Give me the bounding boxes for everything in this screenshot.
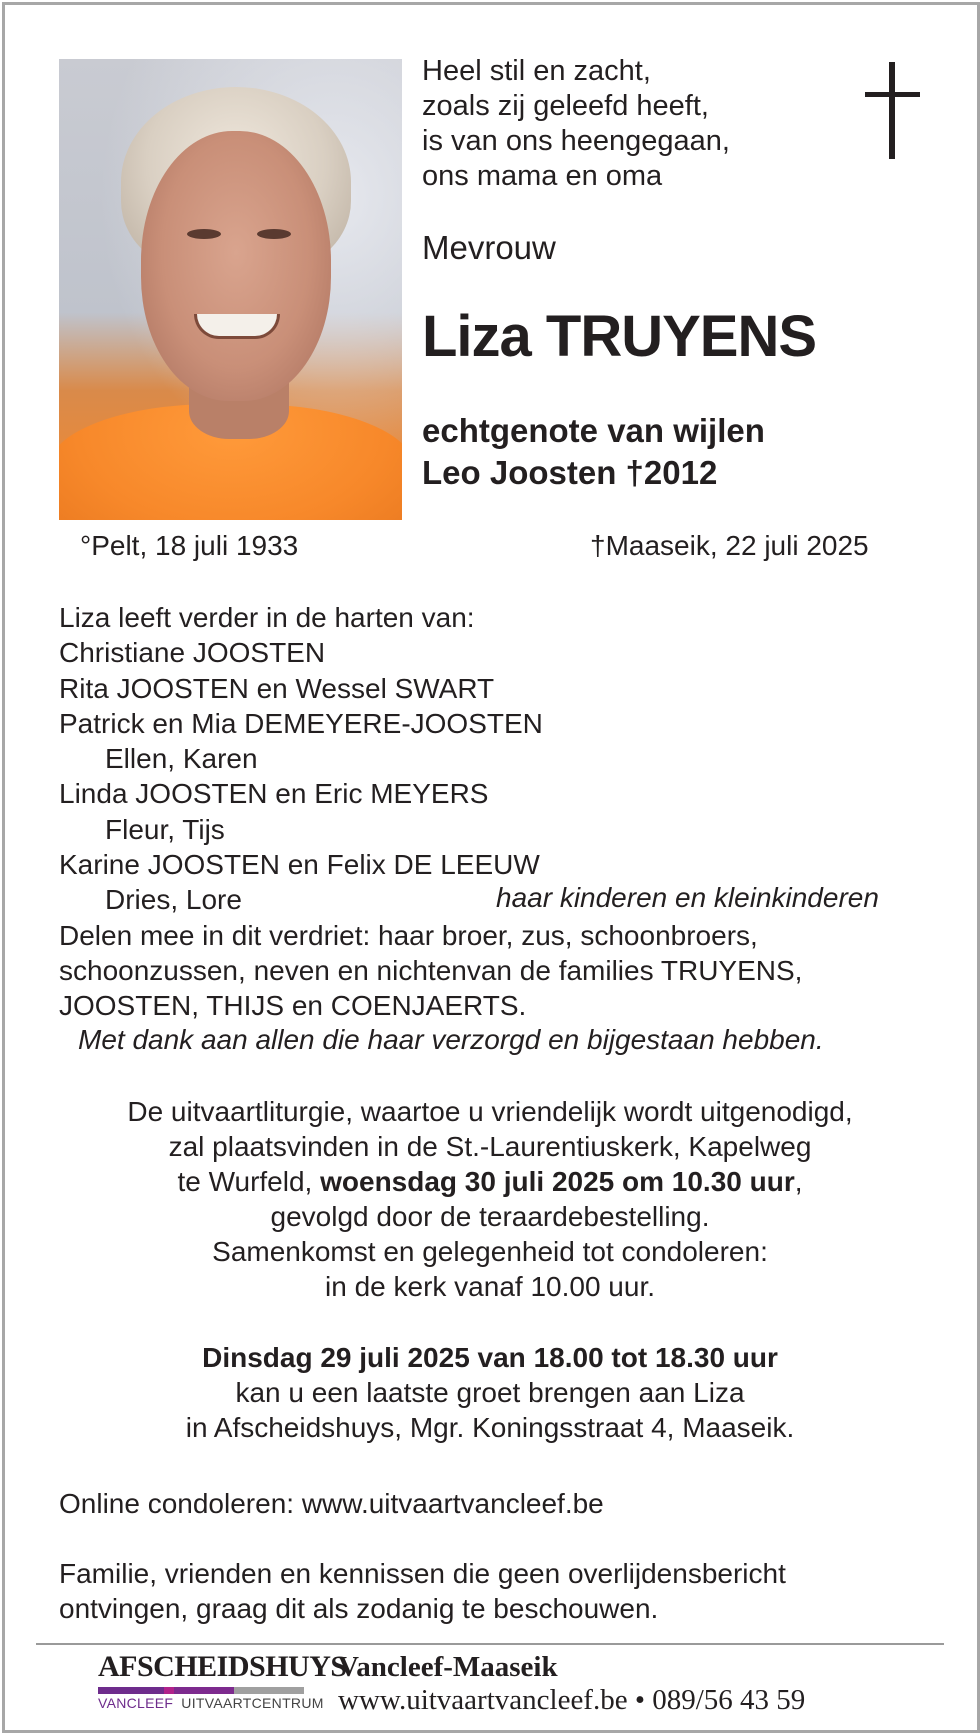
death-info: †Maaseik, 22 juli 2025 (590, 530, 869, 561)
family-list: Liza leeft verder in de harten van: Christiane JOOSTEN Rita JOOSTEN en Wessel SWART Patrick en Mia DEMEYERE-JOOSTEN Ellen, Karen Linda JOOSTEN en Eric MEYERS Fleur, Tijs Karine JOOSTEN en Felix DE LEEUW Dries, Lore Delen mee in dit verdriet: haar broer, zus, schoonbroers, schoonzussen, neven en nichtenvan de families TRUYENS, JOOSTEN, THIJS en COENJAERTS. (59, 602, 803, 1022)
thanks-line: Met dank aan allen die haar verzorgd en bijgestaan hebben. (78, 1024, 824, 1055)
deceased-name: Liza TRUYENS (422, 304, 817, 369)
logo-bar-seg (174, 1687, 234, 1694)
birth-info: °Pelt, 18 juli 1933 (80, 530, 299, 561)
divider (36, 1643, 944, 1645)
logo-bar-seg (98, 1687, 164, 1694)
visit-info: Dinsdag 29 juli 2025 van 18.00 tot 18.30 uur kan u een laatste groet brengen aan Liza in Afscheidshuys, Mgr. Koningsstraat 4, Maaseik. (185, 1342, 795, 1443)
online-condolence: Online condoleren: www.uitvaartvancleef.be (59, 1488, 604, 1519)
poem: Heel stil en zacht, zoals zij geleefd heeft, is van ons heengegaan, ons mama en oma (422, 55, 730, 192)
spouse-info: echtgenote van wijlen Leo Joosten †2012 (422, 412, 765, 491)
title-prefix: Mevrouw (422, 229, 556, 266)
logo-bar-seg (234, 1687, 304, 1694)
firm-name: Vancleef-Maaseik (338, 1651, 558, 1683)
liturgy-info: De uitvaartliturgie, waartoe u vriendelijk wordt uitgenodigd, zal plaatsvinden in de St.-Laurentiuskerk, Kapelweg te Wurfeld, woensdag 30 juli 2025 om 10.30 uur, gevolgd door de teraardebestelling. Samenkomst en gelegenheid tot condoleren: in de kerk vanaf 10.00 uur. (127, 1096, 853, 1302)
portrait-photo (59, 59, 402, 520)
afscheidshuys-logo: AFSCHEIDSHUYS VANCLEEF UITVAARTCENTRUM (98, 1650, 347, 1711)
firm-contact: www.uitvaartvancleef.be • 089/56 43 59 (338, 1684, 806, 1716)
cross-icon (865, 62, 920, 159)
kids-caption: haar kinderen en kleinkinderen (496, 882, 879, 913)
logo-bar-seg (164, 1687, 174, 1694)
notice-text: Familie, vrienden en kennissen die geen overlijdensbericht ontvingen, graag dit als zodanig te beschouwen. (59, 1558, 786, 1624)
logo-color-bar (98, 1687, 304, 1694)
